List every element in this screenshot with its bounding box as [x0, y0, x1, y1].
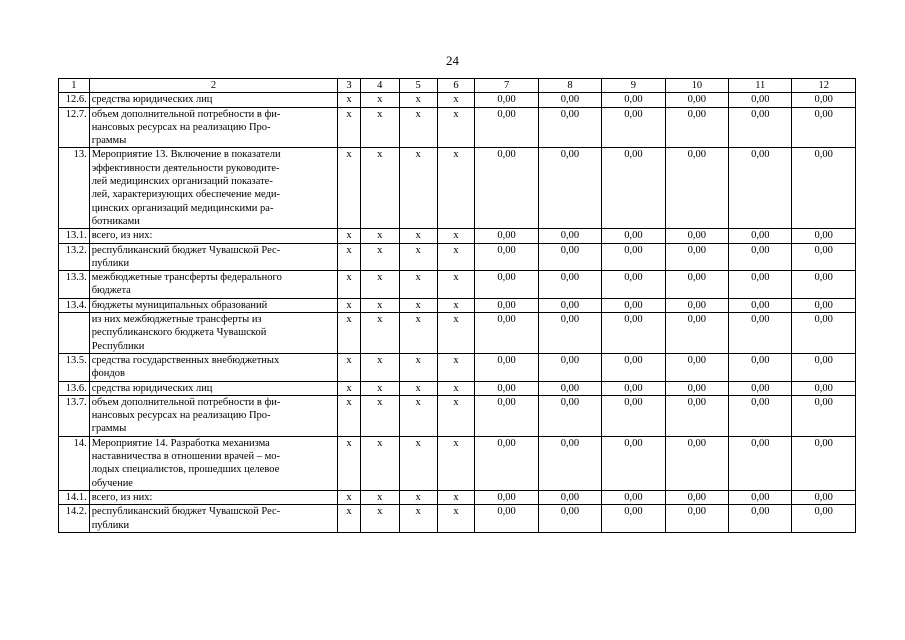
value-cell: 0,00	[475, 381, 538, 395]
value-cell: 0,00	[475, 490, 538, 504]
x-mark-cell: x	[338, 353, 361, 381]
value-cell: 0,00	[665, 490, 728, 504]
x-mark-cell: x	[437, 93, 475, 107]
x-mark-cell: x	[360, 229, 399, 243]
value-cell: 0,00	[729, 298, 792, 312]
table-row	[59, 243, 856, 271]
x-mark-cell: x	[360, 313, 399, 354]
table-row	[59, 271, 856, 299]
value-cell: 0,00	[665, 505, 728, 533]
description-line: всего, из них:	[91, 491, 153, 503]
description-line: фондов	[91, 368, 125, 380]
description-line: республиканский бюджет Чувашской Рес-	[91, 244, 281, 256]
description-line: лей, характеризующих обеспечение меди-	[91, 189, 280, 201]
value-cell: 0,00	[475, 271, 538, 299]
description-line: межбюджетные трансферты федерального	[91, 272, 282, 284]
x-mark-cell: x	[338, 271, 361, 299]
x-mark-cell: x	[437, 107, 475, 148]
value-cell: 0,00	[792, 436, 856, 490]
value-cell: 0,00	[729, 436, 792, 490]
table-row	[59, 107, 856, 148]
header-cell: 7	[475, 79, 538, 93]
value-cell: 0,00	[729, 229, 792, 243]
x-mark-cell: x	[399, 298, 437, 312]
x-mark-cell: x	[399, 490, 437, 504]
page-number: 24	[446, 53, 459, 68]
description-line: наставничества в отношении врачей – мо-	[91, 451, 281, 463]
x-mark-cell: x	[338, 148, 361, 229]
description-line: всего, из них:	[91, 230, 153, 242]
value-cell: 0,00	[665, 271, 728, 299]
x-mark-cell: x	[437, 395, 475, 436]
x-mark-cell: x	[437, 148, 475, 229]
description-line: Республики	[91, 340, 145, 352]
value-cell: 0,00	[729, 490, 792, 504]
value-cell: 0,00	[602, 490, 665, 504]
value-cell: 0,00	[792, 395, 856, 436]
table-row	[59, 148, 856, 229]
value-cell: 0,00	[538, 93, 601, 107]
value-cell: 0,00	[602, 353, 665, 381]
value-cell: 0,00	[792, 490, 856, 504]
row-number: 13.7.	[59, 395, 90, 436]
value-cell: 0,00	[729, 271, 792, 299]
x-mark-cell: x	[360, 298, 399, 312]
table-row	[59, 229, 856, 243]
x-mark-cell: x	[360, 271, 399, 299]
row-number: 14.2.	[59, 505, 90, 533]
value-cell: 0,00	[475, 313, 538, 354]
value-cell: 0,00	[665, 353, 728, 381]
value-cell: 0,00	[665, 93, 728, 107]
row-number: 14.1.	[59, 490, 90, 504]
description-line: публики	[91, 519, 130, 531]
value-cell: 0,00	[729, 148, 792, 229]
row-description	[89, 243, 338, 271]
value-cell: 0,00	[665, 313, 728, 354]
row-description	[89, 271, 338, 299]
value-cell: 0,00	[538, 148, 601, 229]
value-cell: 0,00	[602, 436, 665, 490]
x-mark-cell: x	[360, 490, 399, 504]
value-cell: 0,00	[729, 107, 792, 148]
x-mark-cell: x	[338, 395, 361, 436]
row-description	[89, 395, 338, 436]
table-row	[59, 505, 856, 533]
value-cell: 0,00	[475, 505, 538, 533]
value-cell: 0,00	[729, 243, 792, 271]
row-number: 12.7.	[59, 107, 90, 148]
table-row	[59, 381, 856, 395]
x-mark-cell: x	[360, 148, 399, 229]
x-mark-cell: x	[437, 436, 475, 490]
description-line: публики	[91, 257, 130, 269]
value-cell: 0,00	[602, 298, 665, 312]
table-header-row	[59, 79, 856, 93]
value-cell: 0,00	[602, 381, 665, 395]
value-cell: 0,00	[475, 148, 538, 229]
value-cell: 0,00	[602, 395, 665, 436]
value-cell: 0,00	[538, 505, 601, 533]
value-cell: 0,00	[792, 93, 856, 107]
x-mark-cell: x	[399, 229, 437, 243]
row-number: 13.4.	[59, 298, 90, 312]
description-line: граммы	[91, 423, 127, 435]
value-cell: 0,00	[792, 271, 856, 299]
description-line: цинских организаций медицинскими ра-	[91, 202, 274, 214]
value-cell: 0,00	[792, 353, 856, 381]
description-line: нансовых ресурсах на реализацию Про-	[91, 121, 271, 133]
budget-table	[58, 78, 856, 533]
value-cell: 0,00	[475, 353, 538, 381]
x-mark-cell: x	[338, 243, 361, 271]
row-description	[89, 436, 338, 490]
row-number: 13.6.	[59, 381, 90, 395]
header-cell: 6	[437, 79, 475, 93]
value-cell: 0,00	[792, 298, 856, 312]
value-cell: 0,00	[602, 313, 665, 354]
description-line: средства юридических лиц	[91, 94, 213, 106]
value-cell: 0,00	[729, 353, 792, 381]
description-line: из них межбюджетные трансферты из	[91, 314, 262, 326]
value-cell: 0,00	[538, 313, 601, 354]
table-row	[59, 436, 856, 490]
value-cell: 0,00	[538, 107, 601, 148]
table-row	[59, 298, 856, 312]
value-cell: 0,00	[475, 395, 538, 436]
value-cell: 0,00	[602, 148, 665, 229]
row-description	[89, 353, 338, 381]
header-cell: 9	[602, 79, 665, 93]
header-cell: 11	[729, 79, 792, 93]
value-cell: 0,00	[538, 436, 601, 490]
value-cell: 0,00	[792, 313, 856, 354]
value-cell: 0,00	[602, 107, 665, 148]
x-mark-cell: x	[360, 436, 399, 490]
row-number: 12.6.	[59, 93, 90, 107]
table-row	[59, 353, 856, 381]
value-cell: 0,00	[665, 229, 728, 243]
row-number: 13.5.	[59, 353, 90, 381]
value-cell: 0,00	[538, 353, 601, 381]
header-cell: 8	[538, 79, 601, 93]
header-cell: 3	[338, 79, 361, 93]
value-cell: 0,00	[729, 381, 792, 395]
x-mark-cell: x	[399, 313, 437, 354]
row-description	[89, 505, 338, 533]
row-description	[89, 313, 338, 354]
description-line: республиканского бюджета Чувашской	[91, 327, 267, 339]
description-line: ботниками	[91, 215, 140, 227]
x-mark-cell: x	[338, 298, 361, 312]
table-row	[59, 313, 856, 354]
description-line: объем дополнительной потребности в фи-	[91, 108, 281, 120]
row-description	[89, 381, 338, 395]
value-cell: 0,00	[665, 381, 728, 395]
value-cell: 0,00	[475, 298, 538, 312]
value-cell: 0,00	[792, 107, 856, 148]
description-line: средства юридических лиц	[91, 382, 213, 394]
value-cell: 0,00	[538, 395, 601, 436]
x-mark-cell: x	[437, 313, 475, 354]
x-mark-cell: x	[399, 395, 437, 436]
value-cell: 0,00	[538, 271, 601, 299]
value-cell: 0,00	[665, 148, 728, 229]
value-cell: 0,00	[792, 148, 856, 229]
value-cell: 0,00	[538, 243, 601, 271]
value-cell: 0,00	[475, 436, 538, 490]
x-mark-cell: x	[437, 271, 475, 299]
x-mark-cell: x	[437, 243, 475, 271]
value-cell: 0,00	[792, 381, 856, 395]
x-mark-cell: x	[338, 381, 361, 395]
header-cell: 4	[360, 79, 399, 93]
description-line: Мероприятие 14. Разработка механизма	[91, 437, 270, 449]
x-mark-cell: x	[338, 436, 361, 490]
value-cell: 0,00	[665, 395, 728, 436]
x-mark-cell: x	[338, 313, 361, 354]
description-line: бюджета	[91, 285, 131, 297]
value-cell: 0,00	[538, 490, 601, 504]
value-cell: 0,00	[665, 436, 728, 490]
x-mark-cell: x	[338, 107, 361, 148]
x-mark-cell: x	[360, 353, 399, 381]
value-cell: 0,00	[602, 271, 665, 299]
value-cell: 0,00	[538, 381, 601, 395]
x-mark-cell: x	[360, 243, 399, 271]
x-mark-cell: x	[399, 107, 437, 148]
x-mark-cell: x	[437, 505, 475, 533]
row-number	[59, 313, 90, 354]
header-cell: 5	[399, 79, 437, 93]
header-cell: 2	[89, 79, 338, 93]
table-row	[59, 93, 856, 107]
value-cell: 0,00	[665, 243, 728, 271]
description-line: обучение	[91, 477, 133, 489]
description-line: объем дополнительной потребности в фи-	[91, 396, 281, 408]
x-mark-cell: x	[360, 505, 399, 533]
value-cell: 0,00	[729, 395, 792, 436]
header-cell: 1	[59, 79, 90, 93]
value-cell: 0,00	[475, 93, 538, 107]
description-line: Мероприятие 13. Включение в показатели	[91, 149, 281, 161]
value-cell: 0,00	[792, 243, 856, 271]
x-mark-cell: x	[360, 381, 399, 395]
value-cell: 0,00	[538, 298, 601, 312]
row-description	[89, 93, 338, 107]
x-mark-cell: x	[338, 490, 361, 504]
x-mark-cell: x	[437, 353, 475, 381]
x-mark-cell: x	[399, 243, 437, 271]
x-mark-cell: x	[360, 93, 399, 107]
value-cell: 0,00	[792, 505, 856, 533]
row-description	[89, 148, 338, 229]
x-mark-cell: x	[437, 381, 475, 395]
description-line: эффективности деятельности руководите-	[91, 162, 280, 174]
row-number: 13.1.	[59, 229, 90, 243]
header-cell: 10	[665, 79, 728, 93]
x-mark-cell: x	[338, 93, 361, 107]
description-line: граммы	[91, 135, 127, 147]
value-cell: 0,00	[475, 229, 538, 243]
description-line: лодых специалистов, прошедших целевое	[91, 464, 280, 476]
value-cell: 0,00	[602, 93, 665, 107]
x-mark-cell: x	[437, 298, 475, 312]
value-cell: 0,00	[665, 298, 728, 312]
value-cell: 0,00	[538, 229, 601, 243]
x-mark-cell: x	[437, 229, 475, 243]
description-line: республиканский бюджет Чувашской Рес-	[91, 506, 281, 518]
value-cell: 0,00	[729, 93, 792, 107]
header-cell: 12	[792, 79, 856, 93]
description-line: средства государственных внебюджетных	[91, 354, 280, 366]
x-mark-cell: x	[360, 107, 399, 148]
row-description	[89, 107, 338, 148]
row-number: 13.2.	[59, 243, 90, 271]
row-description	[89, 229, 338, 243]
x-mark-cell: x	[399, 93, 437, 107]
row-number: 14.	[59, 436, 90, 490]
value-cell: 0,00	[665, 107, 728, 148]
x-mark-cell: x	[399, 271, 437, 299]
x-mark-cell: x	[360, 395, 399, 436]
x-mark-cell: x	[399, 148, 437, 229]
x-mark-cell: x	[338, 505, 361, 533]
x-mark-cell: x	[399, 436, 437, 490]
row-description	[89, 298, 338, 312]
table-row	[59, 395, 856, 436]
description-line: бюджеты муниципальных образований	[91, 299, 268, 311]
x-mark-cell: x	[399, 505, 437, 533]
description-line: нансовых ресурсах на реализацию Про-	[91, 410, 271, 422]
row-description	[89, 490, 338, 504]
value-cell: 0,00	[792, 229, 856, 243]
row-number: 13.	[59, 148, 90, 229]
x-mark-cell: x	[437, 490, 475, 504]
value-cell: 0,00	[602, 505, 665, 533]
table-row	[59, 490, 856, 504]
value-cell: 0,00	[729, 313, 792, 354]
value-cell: 0,00	[729, 505, 792, 533]
x-mark-cell: x	[399, 353, 437, 381]
row-number: 13.3.	[59, 271, 90, 299]
x-mark-cell: x	[399, 381, 437, 395]
x-mark-cell: x	[338, 229, 361, 243]
value-cell: 0,00	[475, 107, 538, 148]
value-cell: 0,00	[602, 243, 665, 271]
value-cell: 0,00	[475, 243, 538, 271]
description-line: лей медицинских организаций показате-	[91, 176, 273, 188]
value-cell: 0,00	[602, 229, 665, 243]
